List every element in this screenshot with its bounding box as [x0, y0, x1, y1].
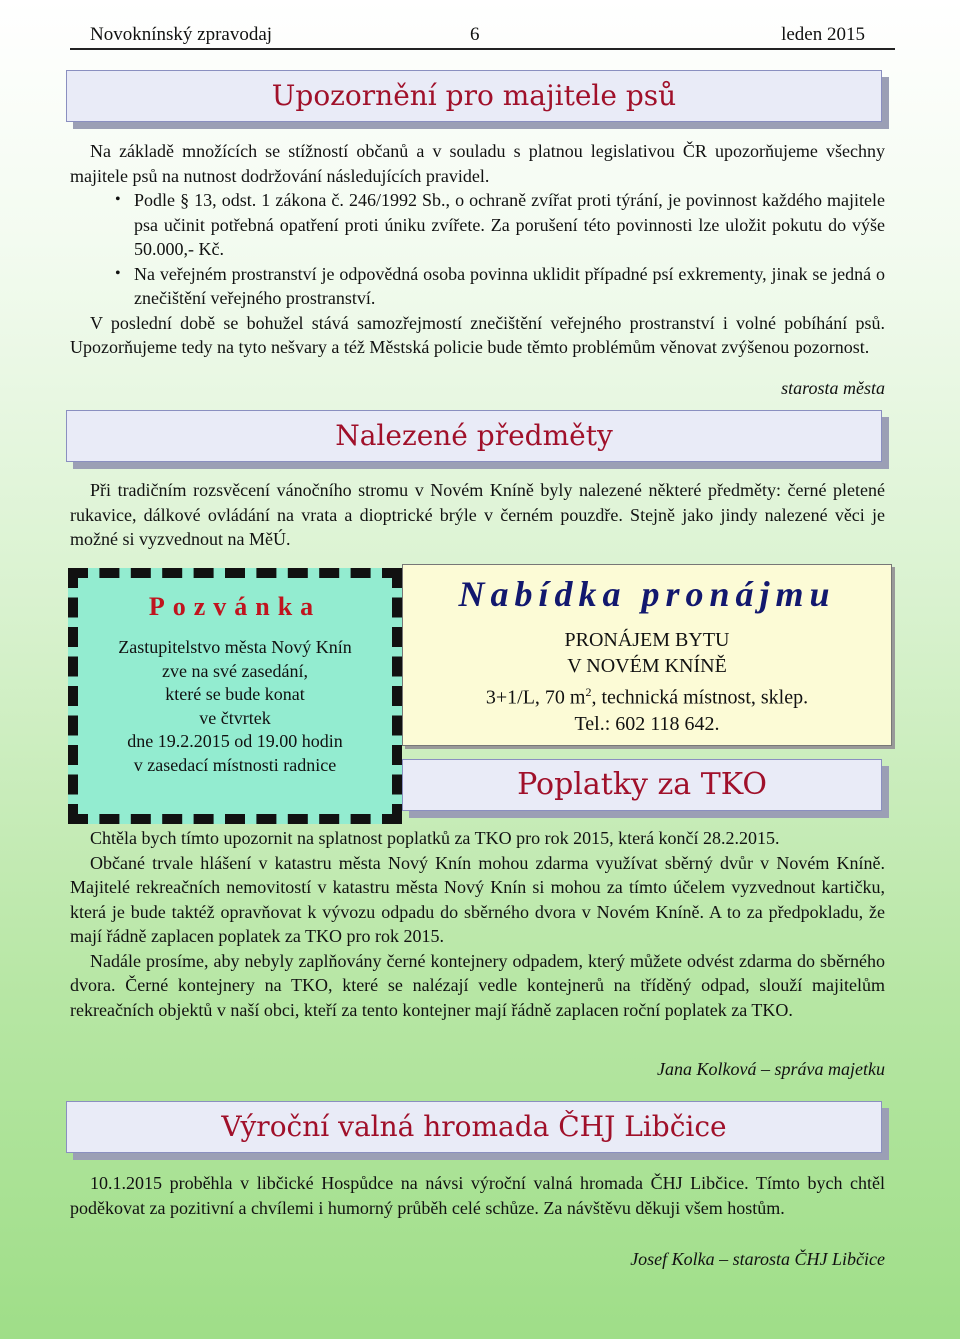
dogs-rules-list	[70, 188, 885, 311]
dogs-closing: V poslední době se bohužel stává samozřejmostí znečištění veřejného prostranství i volné pobíhání psů. Upozorňujeme tedy na tyto nešvary a též Městská policie bude těmto problémům věnovat zvýšenou pozornost.	[70, 312, 885, 357]
rental-title: Nabídka pronájmu	[458, 574, 836, 614]
page-header	[70, 22, 895, 50]
found-heading-banner	[66, 410, 882, 462]
dogs-heading: Upozornění pro majitele psů	[271, 79, 677, 112]
rental-body: PRONÁJEM BYTU V NOVÉM KNÍNĚ 3+1/L, 70 $m^2$, technická místnost, sklep. Tel.: 602 118 642.	[485, 629, 809, 735]
bullet-icon: •	[115, 264, 121, 282]
bullet-icon: •	[115, 191, 121, 208]
dogs-intro: Na základě množících se stížností občanů a v souladu s platnou legislativou ČR upozorňujeme všechny majitele psů na nutnost dodržování následujících pravidel.	[70, 141, 885, 186]
invitation-box	[68, 568, 402, 824]
invitation-title: Pozvánka	[148, 592, 322, 621]
found-article	[70, 478, 885, 552]
issue-date: leden 2015	[781, 24, 865, 45]
chj-heading: Výroční valná hromada ČHJ Libčice	[221, 1110, 727, 1143]
list-item: • Podle § 13, odst. 1 zákona č. 246/1992 Sb., o ochraně zvířat proti týrání, je povinnost každého majitele psa učinit potřebná opatření proti úniku zvířete. Za porušení této povinnosti lze uložit pokutu do výše 50.000,- Kč.	[115, 190, 885, 259]
chj-signature: Josef Kolka – starosta ČHJ Libčice	[630, 1249, 885, 1269]
publication-name: Novoknínský zpravodaj	[90, 24, 273, 45]
found-heading: Nalezené předměty	[335, 419, 613, 452]
list-item: • Na veřejném prostranství je odpovědná osoba povinna uklidit případné psí exkrementy, jinak se jedná o znečištění veřejného prostranství.	[115, 263, 885, 308]
dogs-heading-banner	[66, 70, 882, 122]
page-number: 6	[470, 24, 480, 45]
tko-paragraph-1: Chtěla bych tímto upozornit na splatnost poplatků za TKO pro rok 2015, která končí 28.2.2015.	[90, 828, 780, 848]
tko-heading: Poplatky za TKO	[517, 767, 767, 802]
dogs-signature: starosta města	[781, 378, 885, 398]
tko-article	[70, 826, 885, 1022]
chj-article	[70, 1171, 885, 1220]
tko-heading-banner	[402, 759, 882, 811]
found-text: Při tradičním rozsvěcení vánočního stromu v Novém Kníně byly nalezené některé předměty: černé pletené rukavice, dálkové ovládání na vrata a dioptrické brýle v černém pouzdře. Stejně jako jindy nalezené věci je možné si vyzvednout na MěÚ.	[70, 480, 885, 549]
chj-text: 10.1.2015 proběhla v libčické Hospůdce na návsi výroční valná hromada ČHJ Libčice. Tímto bych chtěl poděkovat za pozitivní a chvílemi i humorný průběh celé schůze. Za návštěvu děkuji všem hostům.	[70, 1173, 885, 1218]
tko-paragraph-2: Občané trvale hlášení v katastru města Nový Knín mohou zdarma využívat sběrný dvůr v Novém Kníně. Majitelé rekreačních nemovitostí v katastru města Nový Knín si mohou za tímto účelem vyzvednout kartičku, která je bude taktéž opravňovat k vývozu odpadu do sběrného dvora v Novém Kníně. A to za předpokladu, že mají řádně zaplacen poplatek za TKO pro rok 2015.	[70, 852, 885, 946]
rental-offer-box	[402, 564, 892, 746]
dogs-article	[70, 139, 885, 360]
invitation-body: Zastupitelstvo města Nový Knín zve na své zasedání, které se bude konat ve čtvrtek dne 19.2.2015 od 19.00 hodin v zasedací místnosti radnice	[118, 637, 352, 775]
tko-signature: Jana Kolková – správa majetku	[657, 1059, 885, 1079]
chj-heading-banner	[66, 1101, 882, 1153]
tko-paragraph-3: Nadále prosíme, aby nebyly zaplňovány černé kontejnery odpadem, který můžete odvést zdarma do sběrného dvora. Černé kontejnery na TKO, které se nalézají vedle kontejnerů na tříděný odpad, slouží majitelům rekreačních objektů v naší obci, kteří za tento kontejner mají řádně zaplacen roční poplatek za TKO.	[70, 950, 885, 1020]
